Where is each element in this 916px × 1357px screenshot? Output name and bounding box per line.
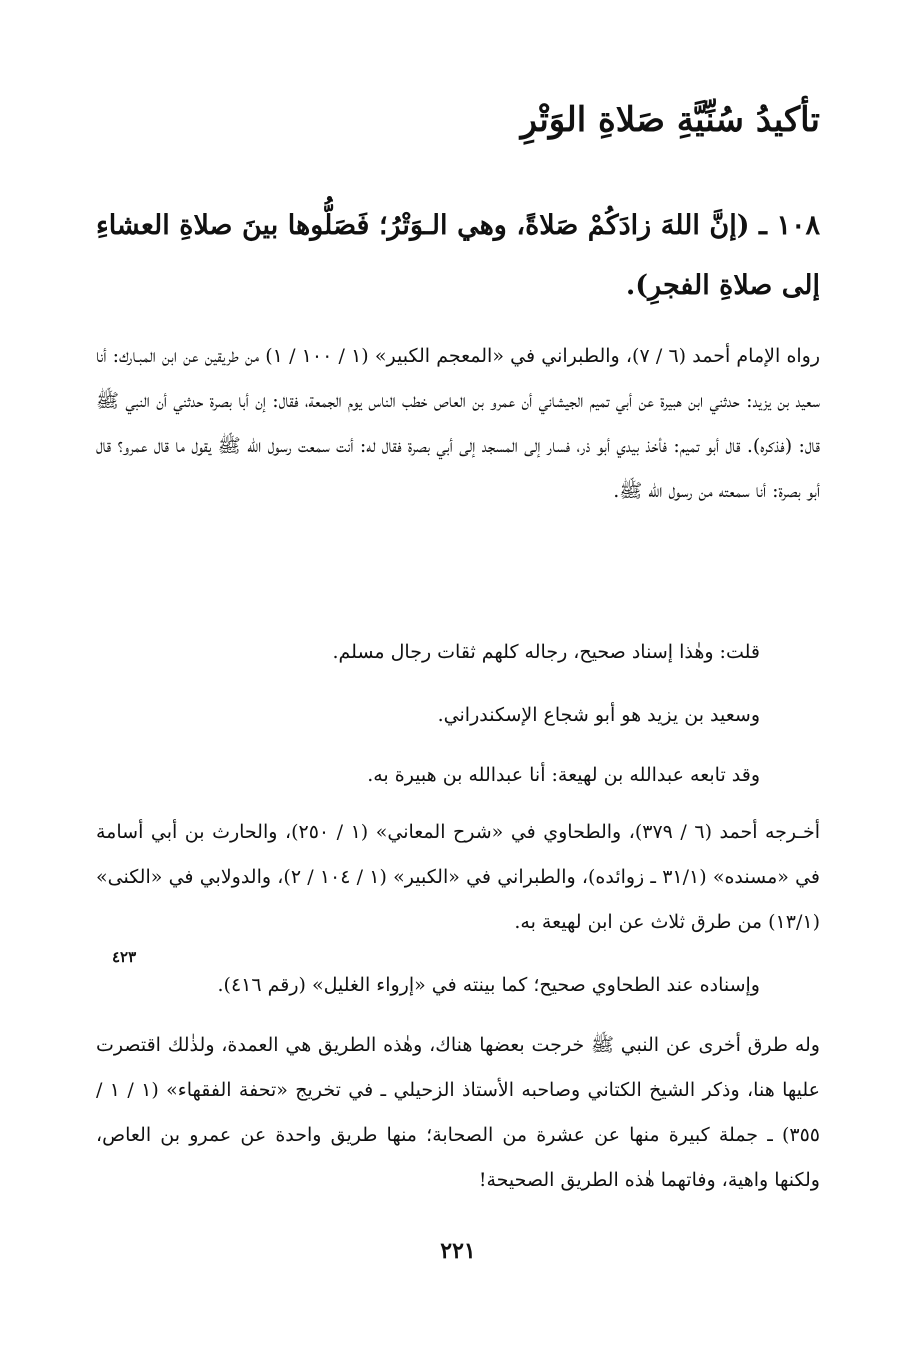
hadith-text: ١٠٨ ـ (إنَّ اللهَ زادَكُمْ صَلاةً، وهي الـوَتْرُ؛ فَصَلُّوها بينَ صلاةِ العشاءِ إلى صلاةِ الفجرِ). <box>96 210 820 301</box>
margin-note: ٤٢٣ <box>112 948 137 966</box>
other-routes-paragraph: وله طرق أخرى عن النبي ﷺ خرجت بعضها هناك، وهٰذه الطريق هي العمدة، ولذٰلك اقتصرت عليها هنا، وذكر الشيخ الكتاني وصاحبه الأستاذ الزحيلي ـ في تخريج «تحفة الفقهاء» (١ / ١ / ٣٥٥) ـ جملة كبيرة منها عن عشرة من الصحابة؛ منها طريق واحدة عن عمرو بن العاص، ولكنها واهية، وفاتهما هٰذه الطريق الصحيحة! <box>96 1034 820 1191</box>
page-number: ٢٢١ <box>440 1238 476 1264</box>
chapter-title: تأكيدُ سُنِّيَّةِ صَلاةِ الوَتْرِ <box>520 100 820 140</box>
authentication-paragraph: وإسناده عند الطحاوي صحيح؛ كما بينته في «إرواء الغليل» (رقم ٤١٦). <box>217 974 760 996</box>
commentary-paragraph: قلت: وهٰذا إسناد صحيح، رجاله كلهم ثقات رجال مسلم. <box>332 641 760 663</box>
sources-paragraph: أخـرجه أحمد (٦ / ٣٧٩)، والطحاوي في «شرح المعاني» (١ / ٢٥٠)، والحارث بن أبي أسامة في «مسنده» (٣١/١ ـ زوائده)، والطبراني في «الكبير» (١ / ١٠٤ / ٢)، والدولابي في «الكنى» (١٣/١) من طرق ثلاث عن ابن لهيعة به. <box>96 821 821 933</box>
narrator-note-paragraph: وسعيد بن يزيد هو أبو شجاع الإسكندراني. <box>437 704 760 726</box>
narration-paragraph: رواه الإمام أحمد (٦ / ٧)، والطبراني في «المعجم الكبير» (١ / ١٠٠ / ١) من طريقين عن ابن المبـارك: أنا سعيد بن يزيد: حدثني ابن هبيرة عن أبي تميم الجيشاني أن عمرو بن العاص خطب الناس يوم الجمعة، فقال: إن أبا بصرة حدثني أن النبي ﷺ قال: (فذكره). قال أبو تميم: فأخذ بيدي أبو ذر، فسار إلى المسجد إلى أبي بصرة فقال له: أنت سمعت رسول الله ﷺ يقول ما قال عمرو؟ قال أبو بصرة: أنا سمعته من رسول الله ﷺ. <box>96 345 821 502</box>
corroboration-paragraph: وقد تابعه عبدالله بن لهيعة: أنا عبدالله بن هبيرة به. <box>367 764 760 786</box>
